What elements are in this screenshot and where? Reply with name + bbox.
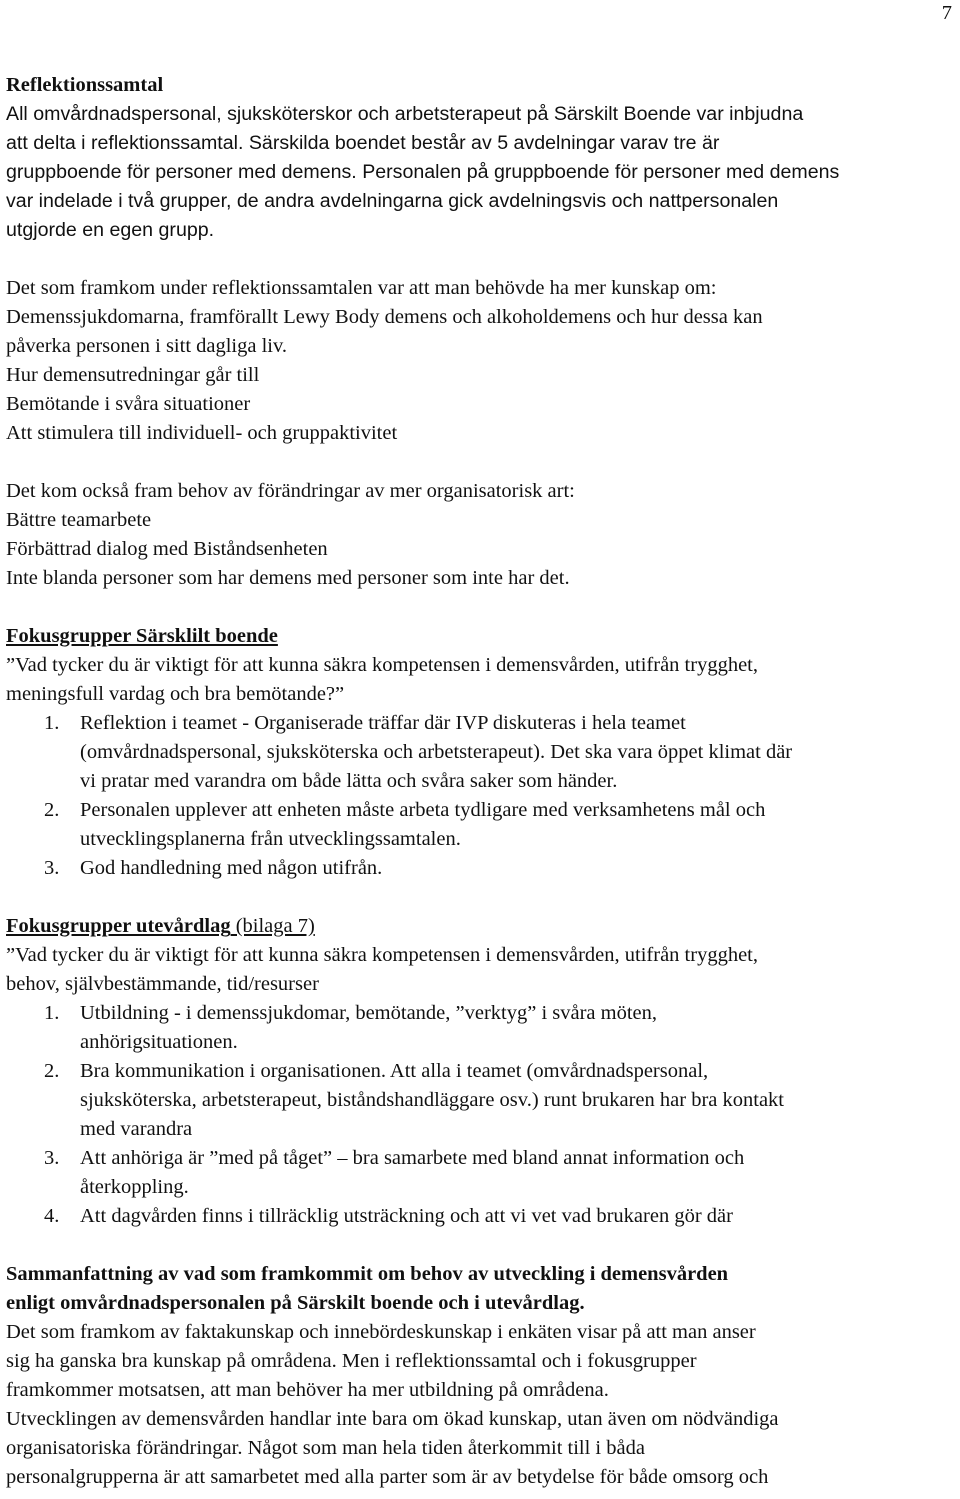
list-continuation: (omvårdnadspersonal, sjuksköterska och arbetsterapeut). Det ska vara öppet klimat där: [80, 741, 793, 763]
summary-heading: Sammanfattning av vad som framkommit om behov av utveckling i demensvården: [6, 1263, 729, 1285]
section-heading: Reflektionssamtal: [6, 74, 164, 96]
paragraph-line: påverka personen i sitt dagliga liv.: [6, 335, 288, 357]
text-run: gruppboende för personer med demens.: [6, 161, 363, 183]
section-heading: [6, 912, 956, 941]
paragraph-line: Inte blanda personer som har demens med personer som inte har det.: [6, 567, 570, 589]
list-text: Att anhöriga är ”med på tåget” – bra samarbete med bland annat information och: [80, 1147, 745, 1169]
paragraph-line: var indelade i två grupper, de andra avdelningarna gick avdelningsvis och nattpersonalen: [6, 190, 779, 212]
paragraph-line: att delta i reflektionssamtal. Särskilda boendet består av 5 avdelningar varav tre är: [6, 132, 720, 154]
list-item: [6, 796, 956, 825]
list-continuation: vi pratar med varandra om både lätta och svåra saker som händer.: [80, 770, 618, 792]
list-text: Personalen upplever att enheten måste arbeta tydligare med verksamhetens mål och: [80, 799, 766, 821]
list-text: Att dagvården finns i tillräcklig utsträckning och att vi vet vad brukaren gör där: [80, 1205, 733, 1227]
list-text: Bra kommunikation i organisationen. Att alla i teamet (omvårdnadspersonal,: [80, 1060, 709, 1082]
paragraph-line: Bemötande i svåra situationer: [6, 393, 251, 415]
list-text: Utbildning - i demenssjukdomar, bemötande, ”verktyg” i svåra möten,: [80, 1002, 658, 1024]
list-number: 4.: [44, 1205, 60, 1227]
list-number: 1.: [44, 712, 60, 734]
paragraph-line: All omvårdnadspersonal, sjuksköterskor och arbetsterapeut på Särskilt Boende var inbjudna: [6, 103, 804, 125]
paragraph-line: personalgrupperna är att samarbetet med alla parter som är av betydelse för både omsorg och: [6, 1466, 769, 1488]
paragraph-line: utgjorde en egen grupp.: [6, 219, 215, 241]
list-item: [6, 854, 956, 883]
question-line: meningsfull vardag och bra bemötande?”: [6, 683, 345, 705]
question-line: behov, självbestämmande, tid/resurser: [6, 973, 319, 995]
list-item: [6, 1144, 956, 1173]
paragraph-line: Hur demensutredningar går till: [6, 364, 260, 386]
heading-text: Fokusgrupper utevårdlag: [6, 915, 231, 937]
list-continuation: utvecklingsplanerna från utvecklingssamtalen.: [80, 828, 461, 850]
paragraph-line: Utvecklingen av demensvården handlar inte bara om ökad kunskap, utan även om nödvändiga: [6, 1408, 779, 1430]
document-body: [6, 71, 956, 1492]
paragraph-line: [6, 158, 956, 187]
section-heading: Fokusgrupper Särsklilt boende: [6, 625, 278, 647]
list-text: Reflektion i teamet - Organiserade träffar där IVP diskuteras i hela teamet: [80, 712, 686, 734]
paragraph-line: Förbättrad dialog med Biståndsenheten: [6, 538, 328, 560]
paragraph-line: Det som framkom under reflektionssamtalen var att man behövde ha mer kunskap om:: [6, 277, 717, 299]
list-item: [6, 1057, 956, 1086]
list-number: 2.: [44, 799, 60, 821]
list-continuation: med varandra: [80, 1118, 193, 1140]
question-line: ”Vad tycker du är viktigt för att kunna säkra kompetensen i demensvården, utifrån trygghet,: [6, 654, 758, 676]
list-continuation: sjuksköterska, arbetsterapeut, biståndshandläggare osv.) runt brukaren har bra kontakt: [80, 1089, 784, 1111]
list-number: 2.: [44, 1060, 60, 1082]
list-number: 3.: [44, 857, 60, 879]
list-number: 1.: [44, 1002, 60, 1024]
text-run: Personalen på gruppboende för personer med demens: [362, 161, 840, 183]
paragraph-line: Att stimulera till individuell- och gruppaktivitet: [6, 422, 398, 444]
paragraph-line: Det som framkom av faktakunskap och innebördeskunskap i enkäten visar på att man anser: [6, 1321, 756, 1343]
list-text: God handledning med någon utifrån.: [80, 857, 383, 879]
list-item: [6, 1202, 956, 1231]
list-continuation: anhörigsituationen.: [80, 1031, 238, 1053]
summary-heading: enligt omvårdnadspersonalen på Särskilt boende och i utevårdlag.: [6, 1292, 585, 1314]
page-number: 7: [941, 2, 952, 24]
paragraph-line: Det kom också fram behov av förändringar av mer organisatorisk art:: [6, 480, 575, 502]
list-number: 3.: [44, 1147, 60, 1169]
paragraph-line: organisatoriska förändringar. Något som man hela tiden återkommit till i båda: [6, 1437, 645, 1459]
list-item: [6, 999, 956, 1028]
paragraph-line: Demenssjukdomarna, framförallt Lewy Body demens och alkoholdemens och hur dessa kan: [6, 306, 763, 328]
question-line: ”Vad tycker du är viktigt för att kunna säkra kompetensen i demensvården, utifrån trygghet,: [6, 944, 758, 966]
paragraph-line: sig ha ganska bra kunskap på områdena. Men i reflektionssamtal och i fokusgrupper: [6, 1350, 697, 1372]
heading-suffix: (bilaga 7): [230, 915, 315, 937]
list-item: [6, 709, 956, 738]
paragraph-line: framkommer motsatsen, att man behöver ha mer utbildning på områdena.: [6, 1379, 609, 1401]
paragraph-line: Bättre teamarbete: [6, 509, 152, 531]
list-continuation: återkoppling.: [80, 1176, 189, 1198]
